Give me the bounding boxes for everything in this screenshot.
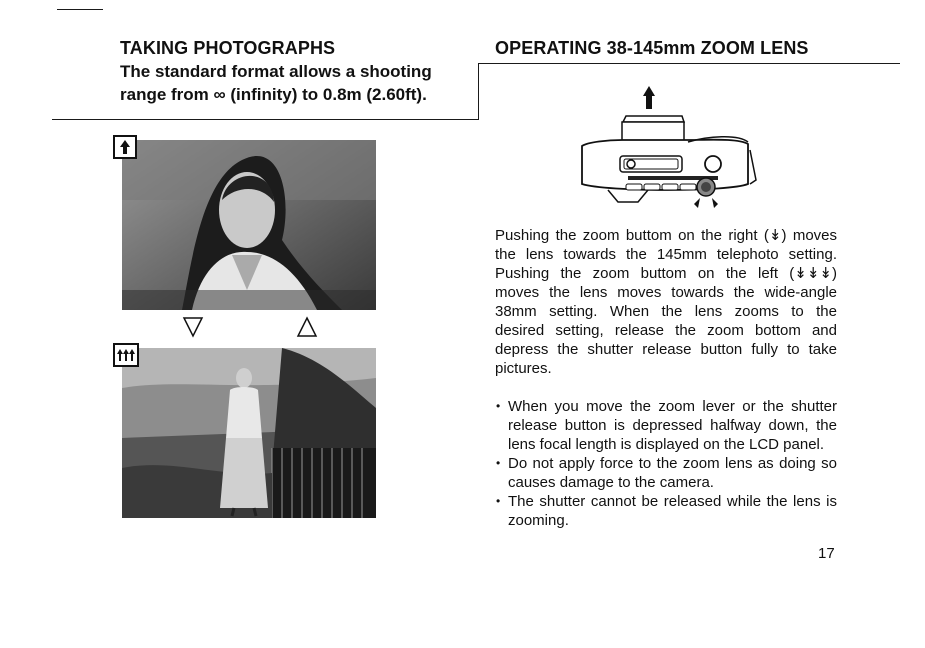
- page-heading-left: TAKING PHOTOGRAPHS: [120, 38, 336, 58]
- paragraph-line: Pushing the zoom buttom on the right (↡) moves: [495, 227, 837, 244]
- wide-angle-photo: [122, 348, 376, 518]
- left-section-rule: [52, 119, 478, 120]
- portrait-closeup-image: [122, 140, 376, 310]
- telephoto-icon: [113, 135, 137, 159]
- zoom-out-arrow: [182, 316, 204, 343]
- page-heading-right: OPERATING 38-145mm ZOOM LENS: [495, 38, 809, 58]
- paragraph-line: Pushing the zoom buttom on the left (↡↡↡): [495, 265, 837, 282]
- zoom-in-arrow: [296, 316, 318, 343]
- paragraph-line: 38mm setting. When the lens zooms to the: [495, 303, 837, 320]
- page-number: 17: [818, 545, 835, 562]
- paragraph-line: desired setting, release the zoom bottom and: [495, 322, 837, 339]
- top-rule: [57, 9, 103, 10]
- divider-vertical: [478, 63, 479, 120]
- wide-angle-icon: [113, 343, 139, 367]
- subheading-line-2: range from ∞ (infinity) to 0.8m (2.60ft).: [120, 85, 427, 104]
- full-body-image: [122, 348, 376, 518]
- paragraph-line: pictures.: [495, 360, 552, 377]
- note-item: • The shutter cannot be released while the lens is zooming.: [495, 492, 837, 530]
- paragraph-line: the lens towards the 145mm telephoto setting.: [495, 246, 837, 263]
- subheading-line-1: The standard format allows a shooting: [120, 62, 432, 81]
- note-item: • Do not apply force to the zoom lens as doing so causes damage to the camera.: [495, 454, 837, 492]
- telephoto-photo: [122, 140, 376, 310]
- notes-list: [495, 397, 837, 530]
- paragraph-line: moves the lens moves towards the wide-angle: [495, 284, 837, 301]
- camera-top-view-icon: [578, 84, 778, 219]
- right-section-rule: [478, 63, 900, 64]
- zoom-instructions-paragraph: [495, 226, 837, 378]
- paragraph-line: depress the shutter release button fully to take: [495, 341, 837, 358]
- note-item: • When you move the zoom lever or the shutter release button is depressed halfway down, the lens focal length is displayed on the LCD panel.: [495, 397, 837, 454]
